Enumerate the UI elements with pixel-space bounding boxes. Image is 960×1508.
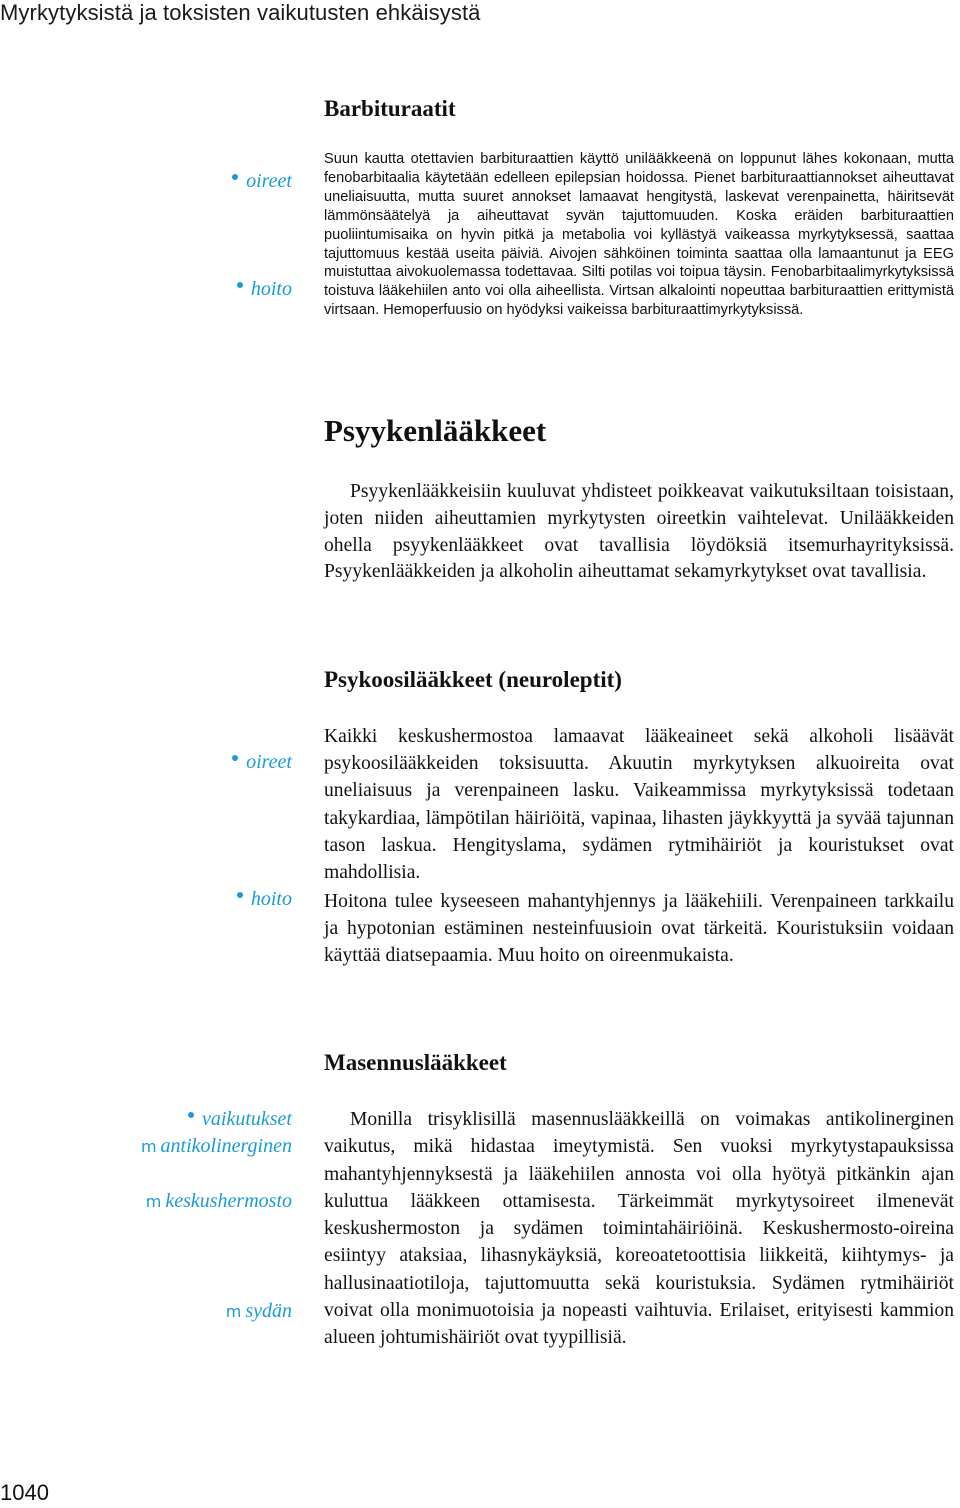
margin-note-antikolinerginen: m antikolinerginen [140,1135,292,1157]
heading-barbituraatit: Barbituraatit [324,96,456,121]
bullet-icon [232,174,238,180]
margin-note-hoito: hoito [237,278,292,301]
margin-note-vaikutukset: vaikutukset [188,1108,292,1131]
bullet-icon [232,755,238,761]
heading-masennuslaakkeet: Masennuslääkkeet [324,1050,507,1075]
bullet-icon [188,1112,194,1118]
margin-note-sydan: m sydän [225,1300,292,1322]
sub-bullet-icon: m [140,1137,157,1156]
paragraph-psykoosilaakkeet-hoito: Hoitona tulee kyseeseen mahantyhjennys ja lääkehiili. Verenpaineen tarkkailu ja hypotonian estäminen nesteinfuusioin ovat tärkeitä. Kouristuksiin voidaan käyttää diatsepaamia. Muu hoito on oireenmukaista. [324,891,954,967]
margin-note-oireet: oireet [232,751,292,774]
heading-psykoosilaakkeet: Psykoosilääkkeet (neuroleptit) [324,667,622,692]
paragraph-psykoosilaakkeet-oireet: Kaikki keskushermostoa lamaavat lääkeaineet sekä alkoholi lisäävät psykoosilääkkeiden toksisuutta. Akuutin myrkytyksen alkuoireita ovat uneliaisuus ja verenpaineen lasku. Vaikeammissa myrkytyksissä todetaan takykardiaa, lämpötilan häiriöitä, vapinaa, lihasten jäykkyyttä ja syvää tajunnan tason laskua. Hengityslama, sydämen rytmihäiriöt ja kouristukset ovat mahdollisia. [324,726,954,884]
sub-bullet-icon: m [225,1302,242,1321]
paragraph-psyykenlaakkeet: Psyykenlääkkeisiin kuuluvat yhdisteet poikkeavat vaikutuksiltaan toisistaan, joten niiden aiheuttamien myrkytysten oireetkin vaihtelevat. Unilääkkeiden ohella psyykenlääkkeet ovat tavallisia löydöksiä itsemurhayrityksissä. Psyykenlääkkeiden ja alkoholin aiheuttamat sekamyrkytykset ovat tavallisia. [324,481,954,583]
bullet-icon [237,282,243,288]
margin-note-oireet: oireet [232,170,292,193]
paragraph-barbituraatit: Suun kautta otettavien barbituraattien käyttö unilääkkeenä on loppunut lähes kokonaan, mutta fenobarbitaalia käytetään edelleen epilepsian hoidossa. Pienet barbituraattiannokset aiheuttavat uneliaisuutta, mutta suuret annokset lamaavat hengitystä, laskevat verenpainetta, häiritsevät lämmönsäätelyä ja aiheuttavat syvän tajuttomuuden. Koska eräiden barbituraattien puoliintumisaika on hyvin pitkä ja metabolia voi kyllästyä vaikeassa myrkytyksessä, saattaa tajuttomuus kestää useita päiviä. Aivojen sähköinen toiminta saattaa olla lamaantunut ja EEG muistuttaa aivokuolemassa todettavaa. Silti potilas voi toipua täysin. Fenobarbitaalimyrkytyksissä toistuva lääkehiilen anto voi olla aiheellista. Virtsan alkalointi nopeuttaa barbituraattien erittymistä virtsaan. Hemoperfuusio on hyödyksi vaikeissa barbituraattimyrkytyksissä. [324,151,954,319]
paragraph-masennuslaakkeet: Monilla trisyklisillä masennuslääkkeillä on voimakas antikolinerginen vaikutus, mikä hidastaa imeytymistä. Sen vuoksi myrkytystapauksissa mahantyhjennyksestä ja lääkehiilen annosta voi olla hyötyä pitkänkin ajan kuluttua lääkkeen ottamisesta. Tärkeimmät myrkytysoireet ilmenevät keskushermoston ja sydämen toimintahäiriöinä. Keskushermosto-oireina esiintyy ataksiaa, lihasnykäyksiä, koreoatetoottisia liikkeitä, kiihtymys- ja hallusinaatiotiloja, tajuttomuutta sekä kouristuksia. Sydämen rytmihäiriöt voivat olla monimuotoisia ja nopeasti vaihtuvia. Erilaiset, erityisesti kammion alueen johtumishäiriöt ovat tyypillisiä. [324,1109,954,1349]
margin-note-keskushermosto: m keskushermosto [145,1190,292,1212]
running-head: Myrkytyksistä ja toksisten vaikutusten ehkäisystä [0,0,481,25]
sub-bullet-icon: m [145,1192,162,1211]
heading-psyykenlaakkeet: Psyykenlääkkeet [324,413,547,448]
bullet-icon [237,892,243,898]
margin-note-hoito: hoito [237,888,292,911]
page-number: 1040 [0,1480,49,1505]
